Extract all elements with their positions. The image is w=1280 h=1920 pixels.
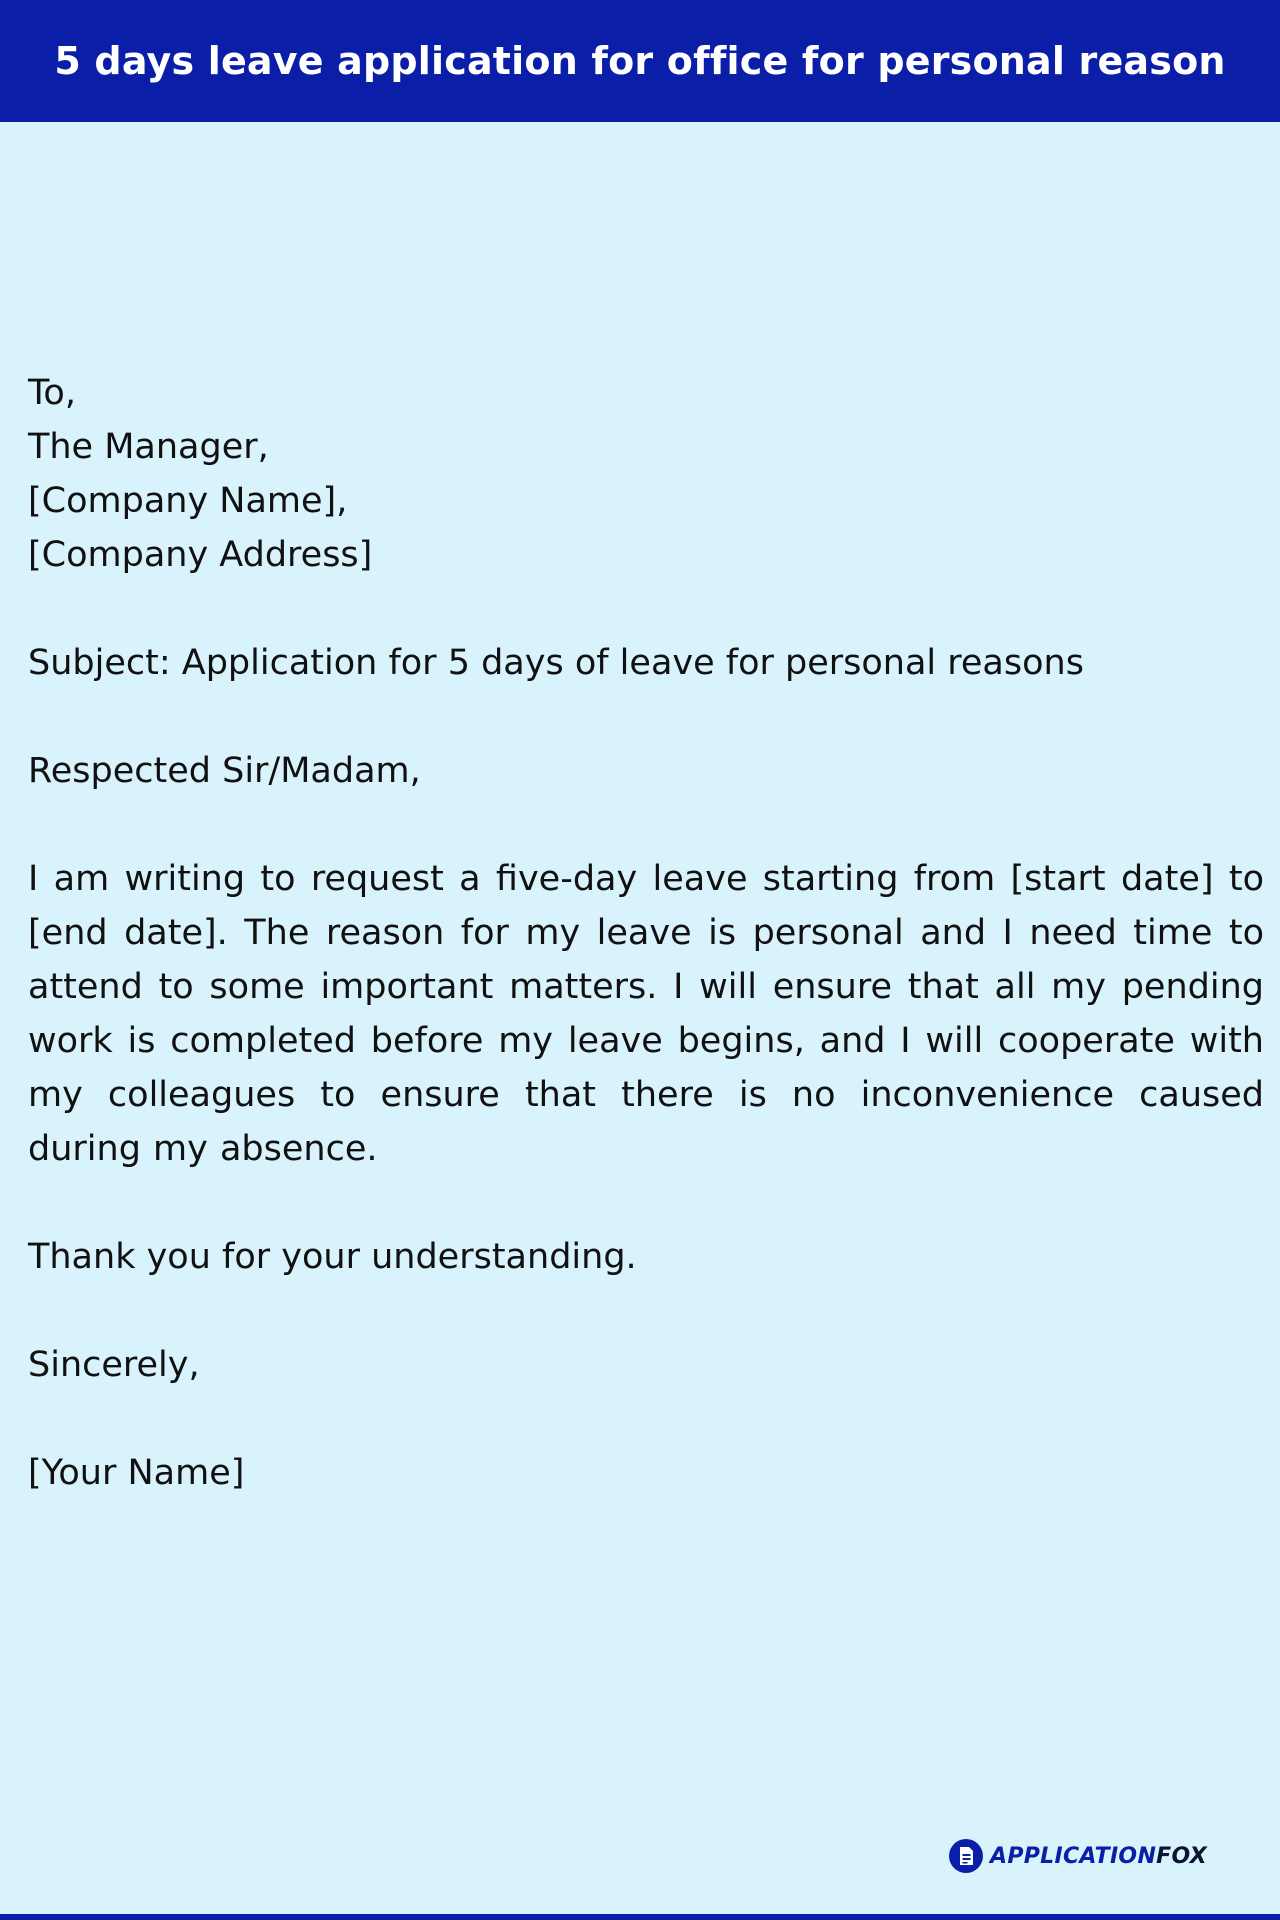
spacer xyxy=(28,1284,1264,1338)
thanks-line: Thank you for your understanding. xyxy=(28,1237,637,1277)
bottom-border xyxy=(0,1914,1280,1920)
recipient-line-manager: The Manager, xyxy=(28,427,269,467)
signature-line: [Your Name] xyxy=(28,1453,245,1493)
recipient-line-to: To, xyxy=(28,373,76,413)
page-title: 5 days leave application for office for personal reason xyxy=(54,39,1226,83)
spacer xyxy=(28,582,1264,636)
spacer xyxy=(28,1176,1264,1230)
subject-line: Subject: Application for 5 days of leave for personal reasons xyxy=(28,643,1084,683)
recipient-line-company-address: [Company Address] xyxy=(28,535,373,575)
spacer xyxy=(28,690,1264,744)
recipient-line-company-name: [Company Name], xyxy=(28,481,348,521)
spacer xyxy=(28,798,1264,852)
letter-paragraph: I am writing to request a five-day leave starting from [start date] to [end date]. The reason for my leave is personal and I need time to attend to some important matters. I will ensure that all my pending work is completed before my leave begins, and I will cooperate with my colleagues to ensure that there is no inconvenience caused during my absence. xyxy=(28,859,1264,1169)
brand-name-part1: APPLICATION xyxy=(990,1843,1157,1869)
spacer xyxy=(28,1392,1264,1446)
closing-line: Sincerely, xyxy=(28,1345,200,1385)
header-banner xyxy=(0,0,1280,122)
brand-name xyxy=(990,1844,1207,1869)
letter-body xyxy=(28,366,1264,1500)
salutation: Respected Sir/Madam, xyxy=(28,751,421,791)
brand-logo xyxy=(948,1836,1207,1876)
brand-name-part2: FOX xyxy=(1156,1843,1207,1869)
document-icon xyxy=(948,1838,984,1874)
